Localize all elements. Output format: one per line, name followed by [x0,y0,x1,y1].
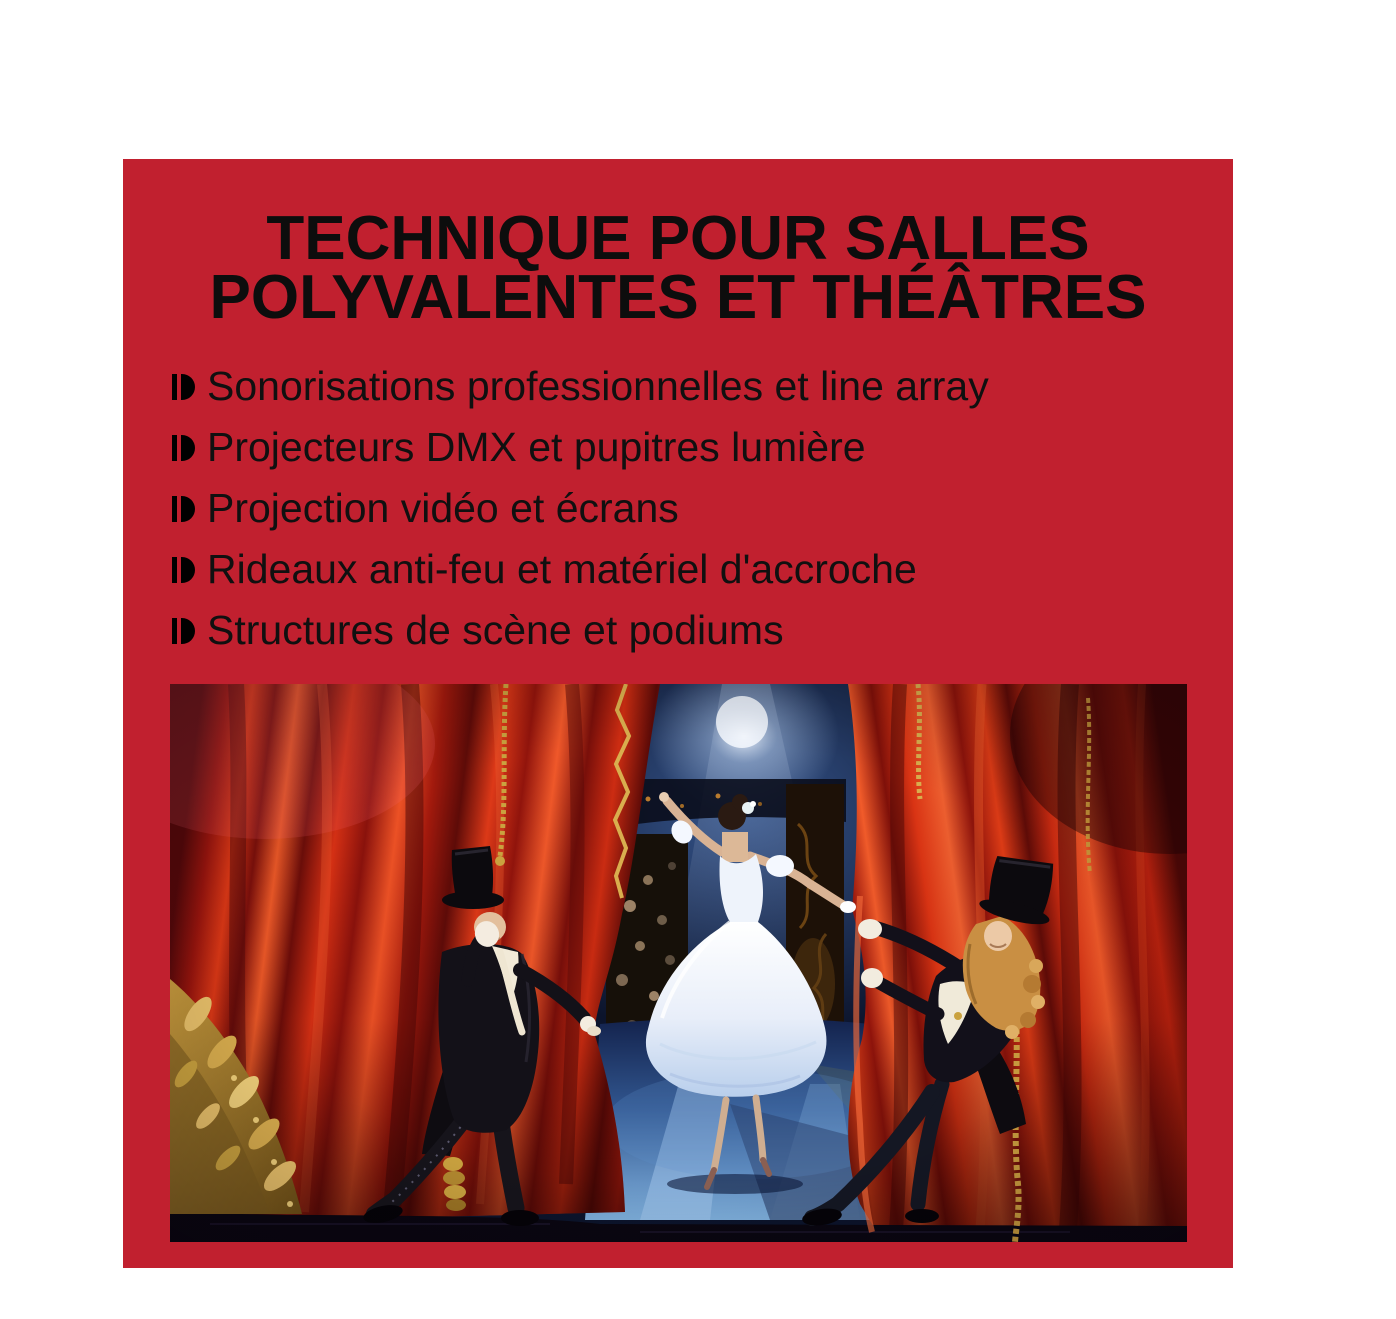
title-line-2: POLYVALENTES ET THÉÂTRES [209,263,1147,332]
photo-vignette [170,684,1187,1242]
list-item-label: Sonorisations professionnelles et line array [207,363,989,409]
d-bullet-icon [172,496,195,522]
page-title [123,204,1233,332]
stage-photo [170,684,1187,1242]
d-bullet-icon [172,374,195,400]
list-item [172,485,989,531]
list-item-label: Structures de scène et podiums [207,607,784,653]
brochure-panel [123,159,1233,1268]
list-item [172,424,989,470]
list-item-label: Rideaux anti-feu et matériel d'accroche [207,546,917,592]
d-bullet-icon [172,618,195,644]
list-item [172,363,989,409]
title-line-1: TECHNIQUE POUR SALLES [266,204,1090,273]
list-item-label: Projection vidéo et écrans [207,485,679,531]
d-bullet-icon [172,435,195,461]
list-item [172,546,989,592]
service-list [172,363,989,668]
list-item [172,607,989,653]
stage-photo-illustration [170,684,1187,1242]
d-bullet-icon [172,557,195,583]
list-item-label: Projecteurs DMX et pupitres lumière [207,424,866,470]
